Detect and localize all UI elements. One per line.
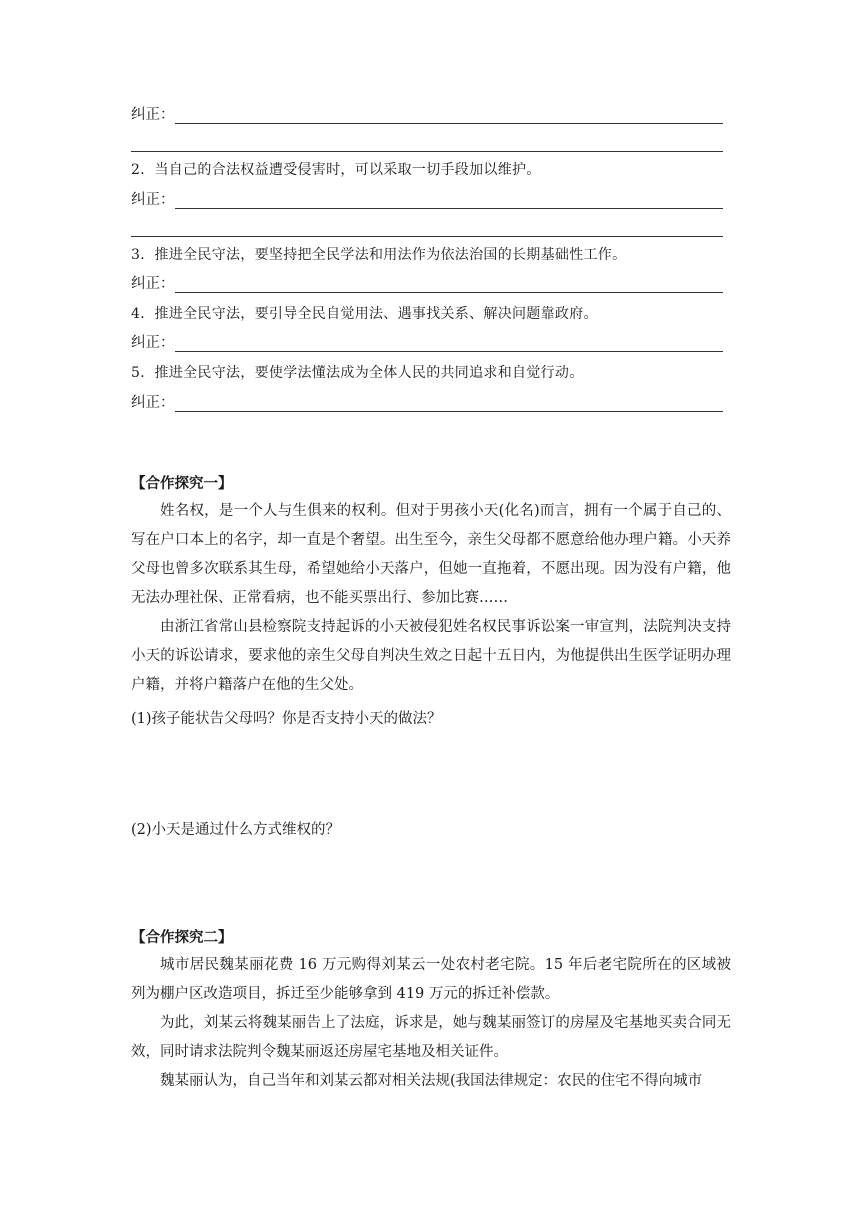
answer-blank[interactable] <box>175 292 723 293</box>
correction-line-2[interactable] <box>131 189 723 211</box>
statement-5: 5．推进全民守法，要使学法懂法成为全体人民的共同追求和自觉行动。 <box>131 365 584 381</box>
statement-4: 4．推进全民守法，要引导全民自觉用法、遇事找关系、解决问题靠政府。 <box>131 306 598 322</box>
answer-line[interactable] <box>131 132 723 154</box>
correction-label: 纠正： <box>131 276 175 292</box>
section-heading-2: 【合作探究二】 <box>131 930 233 946</box>
correction-line-4[interactable] <box>131 332 723 354</box>
answer-blank[interactable] <box>175 123 723 124</box>
correction-label: 纠正： <box>131 107 175 123</box>
answer-blank[interactable] <box>131 236 723 237</box>
correction-line-3[interactable] <box>131 273 723 295</box>
question-2: (2)小天是通过什么方式维权的？ <box>131 822 341 838</box>
correction-line-1[interactable] <box>131 104 723 126</box>
paragraph: 为此，刘某云将魏某丽告上了法庭，诉求是，她与魏某丽签订的房屋及宅基地买卖合同无效，同时请求法院判令魏某丽返还房屋宅基地及相关证件。 <box>131 1015 731 1060</box>
statement-3: 3．推进全民守法，要坚持把全民学法和用法作为依法治国的长期基础性工作。 <box>131 247 627 263</box>
correction-line-5[interactable] <box>131 392 723 414</box>
answer-blank[interactable] <box>175 208 723 209</box>
paragraph: 姓名权，是一个人与生俱来的权利。但对于男孩小天(化名)而言，拥有一个属于自己的、写在户口本上的名字，却一直是个奢望。出生至今，亲生父母都不愿意给他办理户籍。小天养父母也曾多次联系其生母，希望她给小天落户，但她一直拖着，不愿出现。因为没有户籍，他无法办理社保、正常看病，也不能买票出行、参加比赛…… <box>131 503 731 606</box>
section-2-body <box>131 951 731 1096</box>
section-heading-1: 【合作探究一】 <box>131 476 233 492</box>
correction-label: 纠正： <box>131 335 175 351</box>
paragraph: 魏某丽认为，自己当年和刘某云都对相关法规(我国法律规定：农民的住宅不得向城市 <box>160 1073 703 1089</box>
answer-blank[interactable] <box>131 151 723 152</box>
section-1-body <box>131 497 731 700</box>
answer-line[interactable] <box>131 217 723 239</box>
answer-blank[interactable] <box>175 351 723 352</box>
answer-blank[interactable] <box>175 411 723 412</box>
correction-label: 纠正： <box>131 192 175 208</box>
paragraph: 城市居民魏某丽花费 16 万元购得刘某云一处农村老宅院。15 年后老宅院所在的区域被列为棚户区改造项目，拆迁至少能够拿到 419 万元的拆迁补偿款。 <box>131 957 731 1002</box>
correction-label: 纠正： <box>131 395 175 411</box>
statement-2: 2．当自己的合法权益遭受侵害时，可以采取一切手段加以维护。 <box>131 162 541 178</box>
question-1: (1)孩子能状告父母吗？你是否支持小天的做法？ <box>131 711 442 727</box>
paragraph: 由浙江省常山县检察院支持起诉的小天被侵犯姓名权民事诉讼案一审宣判，法院判决支持小天的诉讼请求，要求他的亲生父母自判决生效之日起十五日内，为他提供出生医学证明办理户籍，并将户籍落户在他的生父处。 <box>131 619 731 693</box>
